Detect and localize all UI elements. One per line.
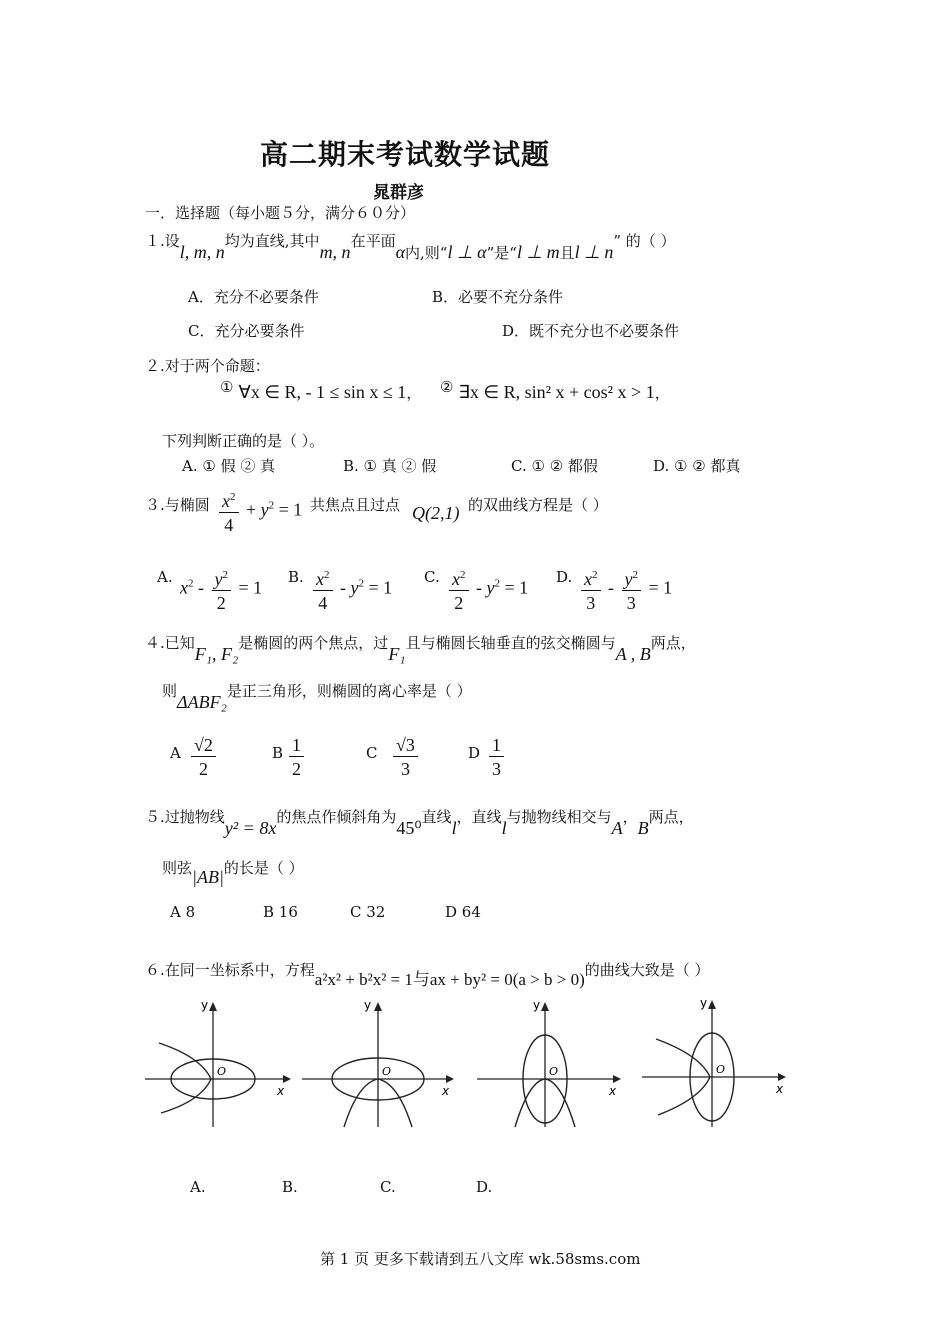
q2-proposition-2 bbox=[440, 378, 670, 403]
q2-comma: ， bbox=[654, 384, 670, 402]
q2-option-d: D. ① ② 都真 bbox=[653, 457, 741, 475]
q2-mark: ② bbox=[440, 378, 454, 396]
q5-stem: 与抛物线相交与 bbox=[506, 808, 612, 826]
q6-axis-x-label: x bbox=[609, 1084, 617, 1098]
q2-proposition-1 bbox=[220, 378, 422, 403]
q5-stem: 直线 bbox=[421, 808, 452, 826]
q3-ellipse-formula: $\frac{x^2}{4}$ + $y^2 = 1$ bbox=[216, 486, 302, 537]
q5-option-b: B 16 bbox=[263, 903, 298, 921]
author: 晁群彦 bbox=[373, 183, 424, 203]
section-heading: 一．选择题（每小题５分，满分６０分） bbox=[145, 204, 416, 222]
q2-judge: 下列判断正确的是（ ）。 bbox=[162, 432, 325, 450]
q5-angle: 45⁰ bbox=[396, 818, 422, 838]
q6-stem: ６.在同一坐标系中，方程 bbox=[145, 961, 315, 979]
q5-line: l bbox=[451, 818, 457, 838]
q3-option-d-formula: $\frac{x^2}{3}$ - $\frac{y^2}{3}$ = 1 bbox=[578, 564, 672, 615]
question-6 bbox=[145, 955, 710, 989]
q6-graph-c bbox=[475, 995, 625, 1130]
q3-option-c-formula: $\frac{x^2}{2}$ - $y^2 = 1$ bbox=[446, 564, 528, 615]
q4-stem: 是椭圆的两个焦点，过 bbox=[238, 634, 389, 652]
q5-stem: ５.过抛物线 bbox=[145, 808, 225, 826]
q6-stem: 的曲线大致是（ ） bbox=[584, 961, 710, 979]
q4-stem: 两点， bbox=[650, 634, 696, 652]
q4-stem: 且与椭圆长轴垂直的弦交椭圆与 bbox=[405, 634, 616, 652]
q3-stem-a: ３.与椭圆 bbox=[145, 496, 210, 514]
q4-foci: F₁, F₂ bbox=[194, 644, 239, 664]
q4-option-b-label: B bbox=[272, 744, 284, 762]
q6-axis-x-label: x bbox=[277, 1084, 285, 1098]
q3-option-d-label: D. bbox=[556, 568, 573, 586]
q1-cond: l ⊥ n bbox=[574, 242, 614, 262]
q3-option-b-formula: $\frac{x^2}{4}$ - $y^2 = 1$ bbox=[310, 564, 392, 615]
q1-cond: l ⊥ α bbox=[447, 242, 487, 262]
q2-p2-formula: ∃x ∈ R, sin² x + cos² x > 1 bbox=[458, 382, 655, 402]
q6-equation: a²x² + b²x² = 1与ax + by² = 0(a > b > 0) bbox=[314, 970, 585, 989]
q4-stem: ４.已知 bbox=[145, 634, 195, 652]
page-title: 高二期末考试数学试题 bbox=[260, 138, 551, 171]
q5-point-a: A bbox=[611, 818, 623, 838]
q6-graph-a bbox=[145, 995, 295, 1130]
q1-stem: ” 的（ ） bbox=[613, 232, 676, 250]
q3-point: Q(2,1) bbox=[412, 503, 460, 523]
q5-line: l bbox=[501, 818, 507, 838]
q4-triangle: ΔABF₂ bbox=[177, 692, 227, 712]
page-footer: 第 1 页 更多下载请到五八文库 wk.58sms.com bbox=[320, 1250, 641, 1268]
q1-stem: １.设 bbox=[145, 232, 180, 250]
q6-origin-label: O bbox=[716, 1063, 726, 1076]
q4-option-d-value: $\frac{1}{3}$ bbox=[486, 734, 507, 781]
q4-stem: 是正三角形，则椭圆的离心率是（ ） bbox=[226, 682, 472, 700]
q5-point-b: B bbox=[637, 818, 649, 838]
q1-stem: 内,则“ bbox=[405, 244, 448, 262]
q5-line2 bbox=[162, 857, 304, 887]
q1-vars: m, n bbox=[319, 242, 351, 262]
q4-focus: F₁ bbox=[388, 644, 406, 664]
q1-plane: α bbox=[395, 242, 406, 262]
q5-stem: 两点， bbox=[648, 808, 694, 826]
q1-option-b: B．必要不充分条件 bbox=[432, 288, 564, 306]
q6-axis-x-label: x bbox=[442, 1084, 450, 1098]
q5-option-d: D 64 bbox=[445, 903, 481, 921]
question-1 bbox=[145, 230, 676, 262]
q6-graph-b bbox=[300, 995, 460, 1130]
question-5 bbox=[145, 806, 694, 838]
q5-chord: |AB| bbox=[192, 867, 224, 887]
q5-option-a: A 8 bbox=[170, 903, 196, 921]
q5-sep: ， bbox=[622, 808, 638, 826]
q4-points: A , B bbox=[615, 644, 651, 664]
q1-stem: ”是“ bbox=[486, 244, 517, 262]
q6-axis-y-label: y bbox=[364, 998, 372, 1012]
q6-option-d: D. bbox=[476, 1178, 493, 1196]
q1-stem: 在平面 bbox=[350, 232, 396, 250]
q2-option-a: A. ① 假 ② 真 bbox=[182, 457, 276, 475]
q2-option-b: B. ① 真 ② 假 bbox=[343, 457, 437, 475]
q4-option-b-value: $\frac{1}{2}$ bbox=[286, 734, 307, 781]
q4-option-a-label: A bbox=[170, 744, 181, 762]
q1-option-d: D．既不充分也不必要条件 bbox=[502, 322, 680, 340]
q4-line2 bbox=[162, 680, 472, 712]
q4-option-a-value: $\frac{√2}{2}$ bbox=[188, 734, 219, 781]
q2-p1-formula: ∀x ∈ R, - 1 ≤ sin x ≤ 1 bbox=[238, 382, 407, 402]
q6-origin-label: O bbox=[549, 1065, 559, 1078]
q2-mark: ① bbox=[220, 378, 234, 396]
q5-stem: ，直线 bbox=[456, 808, 502, 826]
q5-stem: 的焦点作倾斜角为 bbox=[276, 808, 397, 826]
q5-option-c: C 32 bbox=[350, 903, 386, 921]
q1-option-a: A．充分不必要条件 bbox=[188, 288, 319, 306]
q1-stem: 均为直线,其中 bbox=[224, 232, 320, 250]
q6-axis-y-label: y bbox=[533, 998, 541, 1012]
q3-stem-b: 共焦点且过点 bbox=[310, 496, 401, 514]
q6-origin-label: O bbox=[382, 1065, 392, 1078]
q3-option-c-label: C. bbox=[424, 568, 440, 586]
q1-stem: 且 bbox=[559, 244, 575, 262]
q6-option-c: C. bbox=[380, 1178, 396, 1196]
q3-option-a-formula: $x^2$ - $\frac{y^2}{2}$ = 1 bbox=[180, 564, 262, 615]
q3-option-a-label: A. bbox=[157, 568, 173, 586]
q6-option-a: A. bbox=[190, 1178, 206, 1196]
q1-vars: l, m, n bbox=[179, 242, 225, 262]
q4-option-d-label: D bbox=[468, 744, 481, 762]
q2-option-c: C. ① ② 都假 bbox=[511, 457, 598, 475]
q4-option-c-label: C bbox=[366, 744, 378, 762]
q4-stem: 则 bbox=[162, 682, 178, 700]
q5-parabola: y² = 8x bbox=[224, 818, 277, 838]
q1-cond: l ⊥ m bbox=[516, 242, 560, 262]
q6-axis-y-label: y bbox=[201, 998, 209, 1012]
q3-option-b-label: B. bbox=[288, 568, 304, 586]
question-2: ２.对于两个命题： bbox=[145, 357, 270, 375]
q6-option-b: B. bbox=[282, 1178, 298, 1196]
q2-comma: ， bbox=[406, 384, 422, 402]
q4-option-c-value: $\frac{√3}{3}$ bbox=[390, 734, 421, 781]
question-4 bbox=[145, 632, 696, 664]
q6-graph-d bbox=[640, 995, 790, 1130]
q6-axis-x-label: x bbox=[776, 1082, 784, 1096]
q3-stem-c: 的双曲线方程是（ ） bbox=[468, 496, 608, 514]
q6-origin-label: O bbox=[217, 1065, 227, 1078]
q6-axis-y-label: y bbox=[700, 996, 708, 1010]
q5-stem: 的长是（ ） bbox=[223, 859, 304, 877]
q1-option-c: C．充分必要条件 bbox=[188, 322, 305, 340]
q5-stem: 则弦 bbox=[162, 859, 193, 877]
